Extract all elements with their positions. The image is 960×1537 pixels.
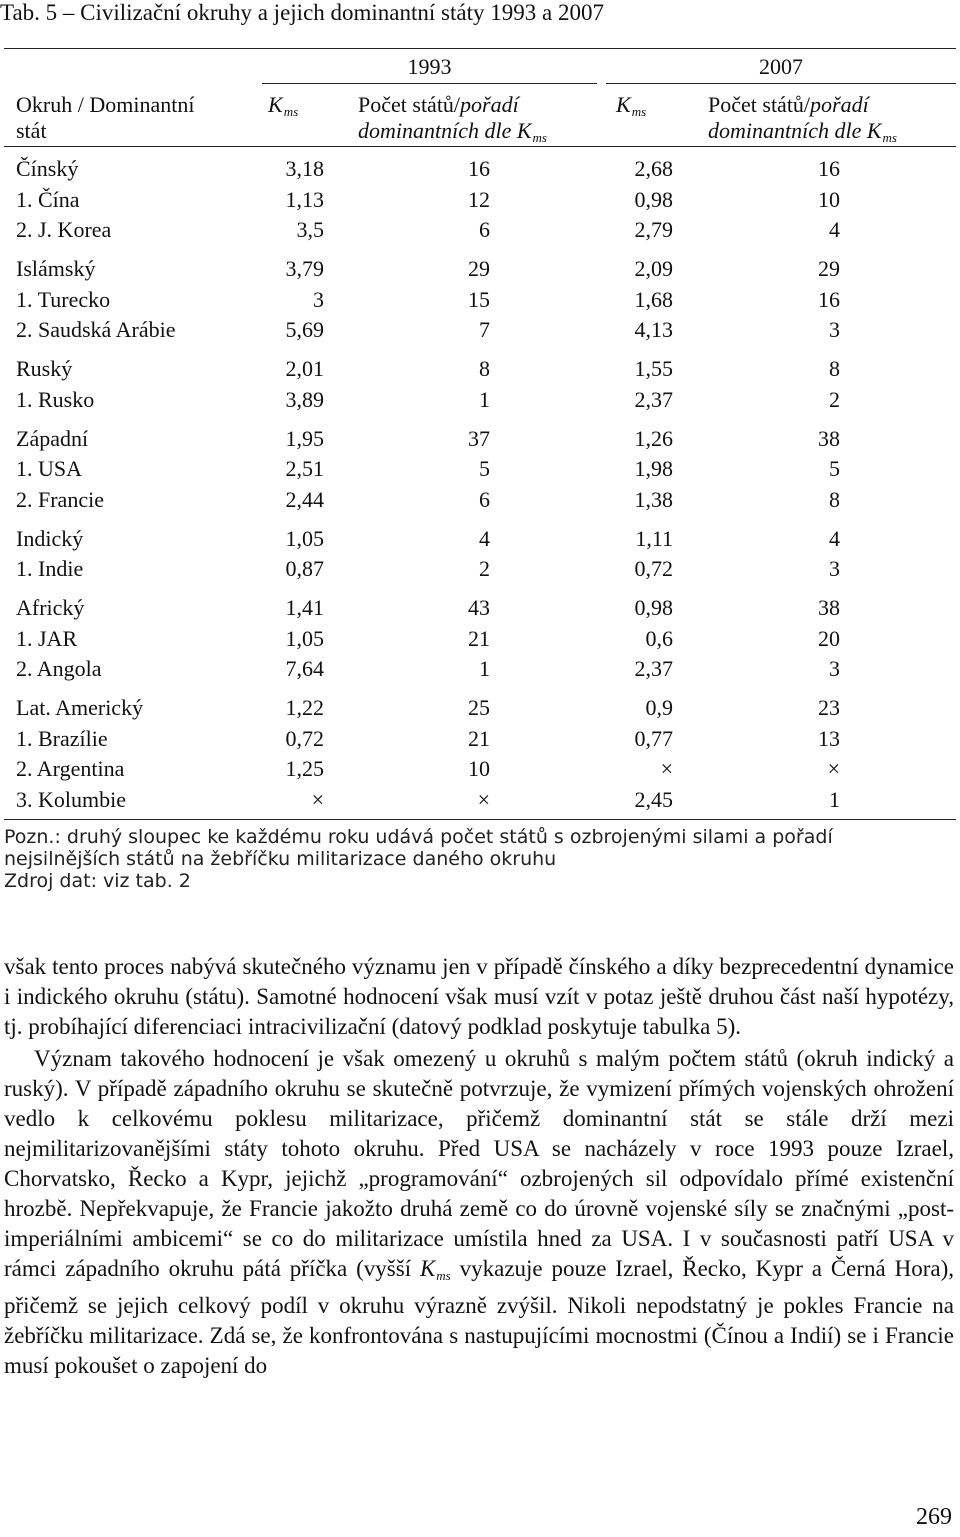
cell-k-2007: 2,09 [634,256,673,281]
cell-k-1993: 1,22 [285,695,324,720]
cell-k-1993: 3,18 [285,156,324,181]
cell-count-2007: 38 [818,426,840,451]
cell-count-1993: 16 [468,156,490,181]
cell-k-1993: 0,87 [285,556,324,581]
cell-k-1993: 1,05 [285,526,324,551]
cell-count-1993: 8 [479,356,490,381]
cell-k-1993: 0,72 [285,726,324,751]
cell-region: 1. Brazílie [16,726,108,751]
cell-region: Lat. Americký [16,695,144,720]
rule-2007 [606,83,956,84]
cell-region: 2. Francie [16,487,104,512]
cell-count-2007: 2 [829,387,840,412]
cell-k-1993: 2,01 [285,356,324,381]
cell-count-2007: 38 [818,595,840,620]
cell-count-1993: 29 [468,256,490,281]
cell-count-1993: 6 [479,487,490,512]
cell-count-1993: 10 [468,756,490,781]
header-region-line2: stát [16,118,47,143]
cell-count-2007: 5 [829,456,840,481]
table-note [4,826,954,892]
cell-k-2007: 1,38 [634,487,673,512]
cell-region: 1. USA [16,456,83,481]
paragraph-1: však tento proces nabývá skutečného významu jen v případě čínského a díky bezprecedentní dynamice i indického okruhu (státu). Samotné hodnocení však musí vzít v potaz ještě druhou část naší hypotézy, tj. probíhající diferenciaci intracivilizační (datový podklad poskytuje tabulka 5). [4,954,954,1039]
cell-count-2007: 10 [818,187,840,212]
cell-count-1993: 12 [468,187,490,212]
year-2007: 2007 [759,54,803,79]
cell-k-1993: 1,13 [285,187,324,212]
cell-region: Islámský [16,256,96,281]
paragraph-2: Význam takového hodnocení je však omezený u okruhů s malým počtem států (okruh indický a ruský). V případě západního okruhu se skutečně potvrzuje, že vymizení přímých vojenských ohrožení vedlo k celkovému poklesu militarizace, přičemž dominantní stát se stále drží mezi nejmilitarizovanějšími státy tohoto okruhu. Před USA se nacházely v roce 1993 pouze Izrael, Chorvatsko, Řecko a Kypr, jejichž „programování“ ozbrojených sil odpovídalo přímé existenční hrozbě. Nepřekvapuje, že Francie jakožto druhá země co do úrovně vojenské síly se značnými „post-imperiálními ambicemi“ se co do militarizace umístila hned za USA. I v současnosti patří USA v rámci západního okruhu pátá příčka (vyšší $K_{ms}$ vykazuje pouze Izrael, Řecko, Kypr a Černá Hora), přičemž se jejich celkový podíl v okruhu výrazně zvýšil. Nikoli nepodstatný je pokles Francie na žebříčku militarizace. Zdá se, že konfrontována s nastupujícími mocnostmi (Čínou a Indií) se i Francie musí pokoušet o zapojení do [4,1046,954,1378]
cell-count-2007: 20 [818,626,840,651]
cell-k-2007: 4,13 [634,317,673,342]
cell-count-2007: 13 [818,726,840,751]
article-body [4,952,954,1381]
cell-count-1993: 2 [479,556,490,581]
header-count-1993-line2: dominantních dle $K_{ms}$ [358,118,547,145]
cell-count-2007: 16 [818,156,840,181]
cell-k-2007: × [660,756,673,781]
note-text: Pozn.: druhý sloupec ke každému roku udává počet států s ozbrojenými silami a pořadí nejsilnějších států na žebříčku militarizace daného okruhu [4,826,833,870]
header-count-2007-line1: Počet států/pořadí [708,92,869,117]
cell-region: 1. Turecko [16,287,111,312]
cell-count-2007: 4 [829,526,840,551]
cell-k-1993: 1,41 [285,595,324,620]
cell-region: 2. Saudská Arábie [16,317,176,342]
cell-count-1993: 1 [479,656,490,681]
cell-k-2007: 2,37 [634,656,673,681]
cell-k-2007: 2,79 [634,217,673,242]
cell-region: Indický [16,526,84,551]
cell-count-2007: 16 [818,287,840,312]
header-count-1993-line1: Počet států/pořadí [358,92,519,117]
cell-k-1993: × [311,787,324,812]
table-top-rule [4,48,956,49]
cell-k-2007: 2,37 [634,387,673,412]
cell-k-2007: 0,77 [634,726,673,751]
cell-k-1993: 3,5 [296,217,324,242]
cell-k-2007: 1,26 [634,426,673,451]
cell-k-1993: 1,95 [285,426,324,451]
cell-count-1993: 6 [479,217,490,242]
cell-k-2007: 0,98 [634,187,673,212]
cell-count-2007: 3 [829,656,840,681]
cell-k-2007: 0,72 [634,556,673,581]
cell-k-2007: 2,45 [634,787,673,812]
cell-k-2007: 1,55 [634,356,673,381]
cell-region: 1. Indie [16,556,84,581]
cell-region: 2. Angola [16,656,102,681]
header-count-2007-line2: dominantních dle $K_{ms}$ [708,118,897,145]
cell-count-2007: 8 [829,356,840,381]
cell-count-1993: 7 [479,317,490,342]
cell-k-2007: 0,9 [645,695,673,720]
cell-count-1993: 37 [468,426,490,451]
cell-region: 3. Kolumbie [16,787,126,812]
cell-count-2007: 4 [829,217,840,242]
cell-region: Africký [16,595,85,620]
cell-region: 2. J. Korea [16,217,112,242]
cell-k-1993: 5,69 [285,317,324,342]
cell-k-1993: 3,79 [285,256,324,281]
cell-k-1993: 3 [313,287,324,312]
header-k-1993: $K_{ms}$ [268,92,299,119]
header-region-line1: Okruh / Dominantní [16,92,195,117]
cell-k-2007: 2,68 [634,156,673,181]
cell-k-2007: 1,68 [634,287,673,312]
cell-k-2007: 0,98 [634,595,673,620]
cell-count-2007: 8 [829,487,840,512]
cell-region: Ruský [16,356,73,381]
cell-k-2007: 0,6 [645,626,673,651]
cell-count-2007: 3 [829,556,840,581]
table-caption: Tab. 5 – Civilizační okruhy a jejich dominantní státy 1993 a 2007 [0,0,604,25]
cell-k-1993: 2,51 [285,456,324,481]
cell-count-1993: 1 [479,387,490,412]
cell-region: 1. Rusko [16,387,95,412]
cell-k-1993: 1,25 [285,756,324,781]
cell-count-1993: 43 [468,595,490,620]
cell-region: 1. JAR [16,626,78,651]
cell-k-1993: 1,05 [285,626,324,651]
cell-count-2007: 29 [818,256,840,281]
cell-count-1993: × [477,787,490,812]
cell-count-2007: 23 [818,695,840,720]
cell-k-1993: 3,89 [285,387,324,412]
cell-count-1993: 25 [468,695,490,720]
cell-count-1993: 21 [468,626,490,651]
cell-count-2007: 1 [829,787,840,812]
cell-k-1993: 2,44 [285,487,324,512]
cell-region: Čínský [16,156,79,181]
cell-count-1993: 21 [468,726,490,751]
cell-k-2007: 1,98 [634,456,673,481]
cell-count-2007: 3 [829,317,840,342]
source-text: Zdroj dat: viz tab. 2 [4,870,191,892]
cell-count-2007: × [827,756,840,781]
cell-k-1993: 7,64 [285,656,324,681]
cell-region: 2. Argentina [16,756,125,781]
cell-count-1993: 15 [468,287,490,312]
page-number: 269 [916,1504,952,1530]
header-k-2007: $K_{ms}$ [616,92,647,119]
cell-count-1993: 5 [479,456,490,481]
cell-region: 1. Čína [16,187,80,212]
cell-k-2007: 1,11 [635,526,673,551]
cell-count-1993: 4 [479,526,490,551]
table-bottom-rule [4,819,956,820]
cell-region: Západní [16,426,89,451]
year-1993: 1993 [407,54,452,79]
rule-1993 [262,83,597,84]
